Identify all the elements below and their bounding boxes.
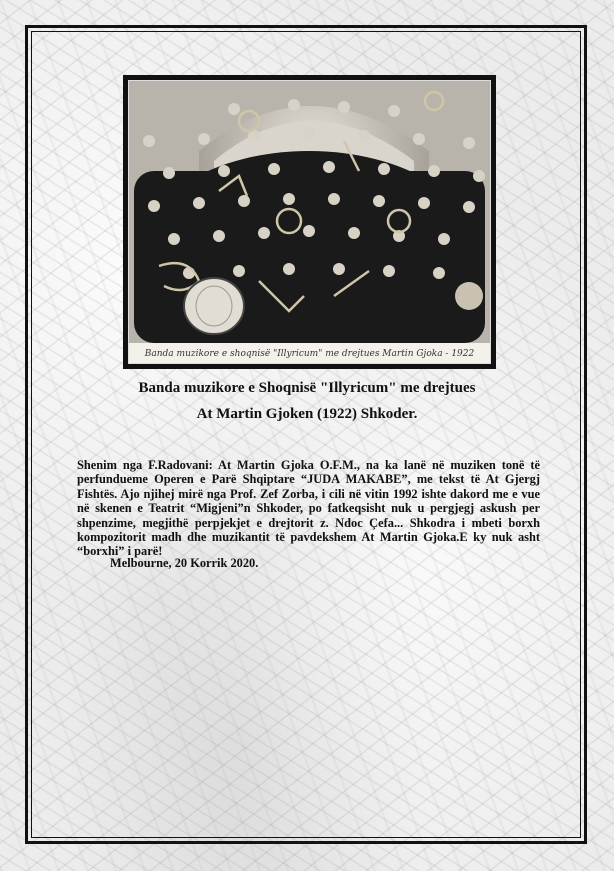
band-photo-illustration [129,81,490,363]
photo-inscription: Banda muzikore e shoqnisë "Illyricum" me drejtues Martin Gjoka - 1922 [144,349,475,359]
signature-line: Melbourne, 20 Korrik 2020. [110,556,259,570]
note-paragraph: Shenim nga F.Radovani: At Martin Gjoka O.F.M., na ka lanë në muziken tonë të perfundueme Operen e Parë Shqiptare “JUDA MAKABE”, me tekst të At Gjergj Fishtës. Ajo njihej mirë nga Prof. Zef Zorba, i cili në vitin 1992 ishte dakord me e vue në skenen e Teatrit “Migjeni”n Shkoder, po fatkeqsisht nuk u pergjegj askush per shpenzime, megjithë perpjekjet e drejtorit z. Ndoc Çefa... Shkodra i mbeti borxh kompozitorit madh dhe muzikantit të pavdekshem At Martin Gjoka.E ky nuk asht “borxhi” i parë! [77,458,540,559]
band-photo [128,80,491,364]
caption-line-2: At Martin Gjoken (1922) Shkoder. [196,406,418,422]
caption-line-1: Banda muzikore e Shoqnisë "Illyricum" me drejtues [138,380,476,396]
band-photo-frame [123,75,496,369]
